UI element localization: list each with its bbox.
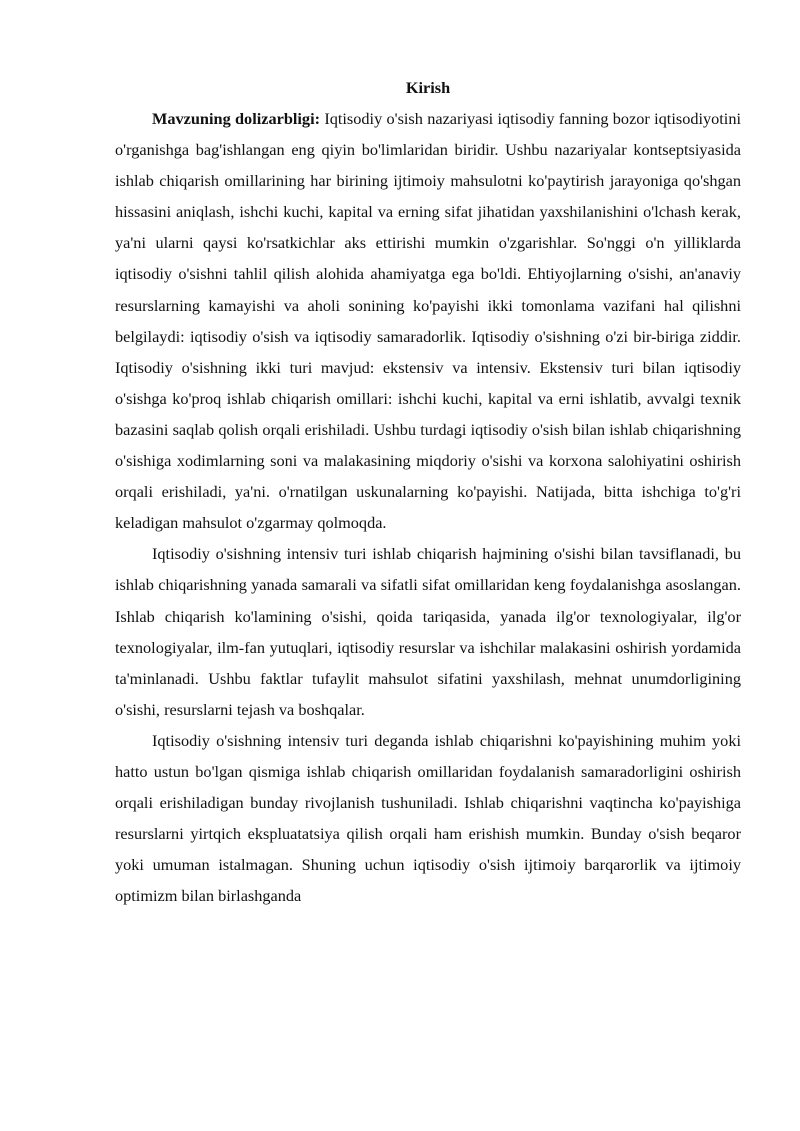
paragraph-relevance <box>115 103 741 538</box>
paragraph-lead-heading: Mavzuning dolizarbligi: <box>152 109 321 128</box>
document-title: Kirish <box>405 78 451 97</box>
paragraph-intensive-type: Iqtisodiy o'sishning intensiv turi ishlab chiqarish hajmining o'sishi bilan tavsiflanadi, bu ishlab chiqarishning yanada samarali va sifatli sifat omillaridan keng foydalanishga asoslangan. Ishlab chiqarish ko'lamining o'sishi, qoida tariqasida, yanada ilg'or texnologiyalar, ilg'or texnologiyalar, ilm-fan yutuqlari, iqtisodiy resurslar va ishchilar malakasini oshirish yordamida ta'minlanadi. Ushbu faktlar tufaylit mahsulot sifatini yaxshilash, mehnat unumdorligining o'sishi, resurslarni tejash va boshqalar. <box>115 544 741 719</box>
paragraph-intensive-definition: Iqtisodiy o'sishning intensiv turi deganda ishlab chiqarishni ko'payishining muhim yoki hatto ustun bo'lgan qismiga ishlab chiqarish omillaridan foydalanish samaradorligini oshirish orqali erishiladigan bunday rivojlanish tushuniladi. Ishlab chiqarishni vaqtincha ko'payishiga resurslarni yirtqich ekspluatatsiya qilish orqali ham erishish mumkin. Bunday o'sish beqaror yoki umuman istalmagan. Shuning uchun iqtisodiy o'sish ijtimoiy barqarorlik va ijtimoiy optimizm bilan birlashganda <box>115 730 741 906</box>
document-page <box>115 72 741 911</box>
paragraph-body-text: Iqtisodiy o'sish nazariyasi iqtisodiy fanning bozor iqtisodiyotini o'rganishga bag'ishlangan eng qiyin bo'limlaridan biridir. Ushbu nazariyalar kontseptsiyasida ishlab chiqarish omillarining har birining ijtimoiy mahsulotni ko'paytirish jarayoniga qo'shgan hissasini aniqlash, ishchi kuchi, kapital va erning sifat jihatidan yaxshilanishini o'lchash kerak, ya'ni ularni qaysi ko'rsatkichlar aks ettirishi mumkin o'zgarishlar. So'nggi o'n yilliklarda iqtisodiy o'sishni tahlil qilish alohida ahamiyatga ega bo'ldi. Ehtiyojlarning o'sishi, an'anaviy resurslarning kamayishi va aholi sonining ko'payishi ikki tomonlama vazifani hal qilishni belgilaydi: iqtisodiy o'sish va iqtisodiy samaradorlik. Iqtisodiy o'sishning o'zi bir-biriga ziddir. Iqtisodiy o'sishning ikki turi mavjud: ekstensiv va intensiv. Ekstensiv turi bilan iqtisodiy o'sishga ko'proq ishlab chiqarish omillari: ishchi kuchi, kapital va erni ishlatib, avvalgi texnik bazasini saqlab qolish orqali erishiladi. Ushbu turdagi iqtisodiy o'sish bilan ishlab chiqarishning o'sishiga xodimlarning soni va malakasining miqdoriy o'sishi va korxona salohiyatini oshirish orqali erishiladi, ya'ni. o'rnatilgan uskunalarning ko'payishi. Natijada, bitta ishchiga to'g'ri keladigan mahsulot o'zgarmay qolmoqda. <box>115 109 741 533</box>
